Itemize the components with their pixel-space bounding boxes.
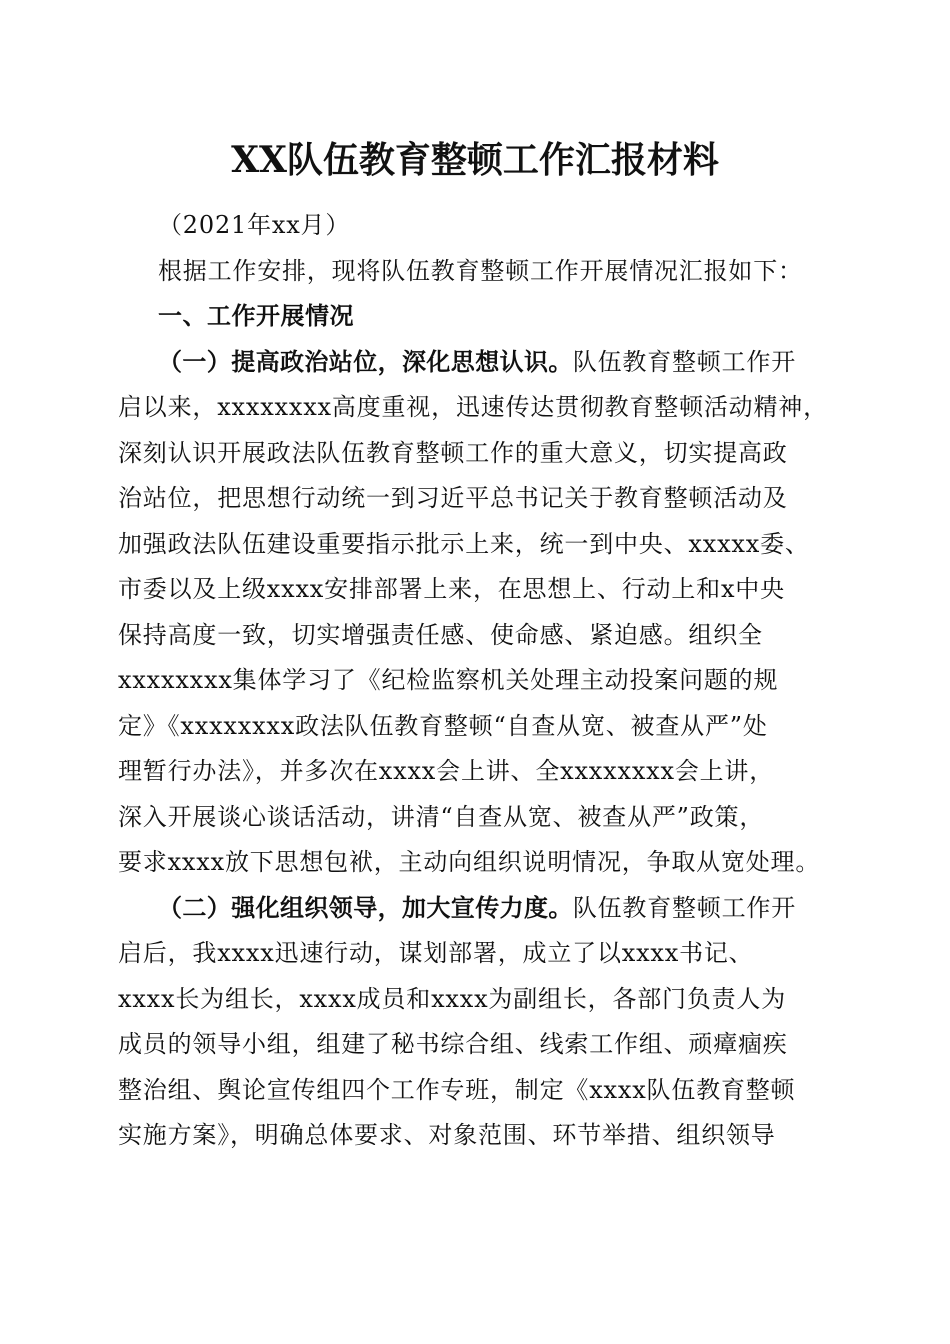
- document-date: （2021年xx月）: [158, 211, 351, 239]
- para1-line-1: 启以来，xxxxxxxx高度重视，迅速传达贯彻教育整顿活动精神，: [118, 393, 828, 421]
- para2-line-3: 成员的领导小组，组建了秘书综合组、线索工作组、顽瘴痼疾: [118, 1030, 788, 1058]
- para1-line-11: 要求xxxx放下思想包袱，主动向组织说明情况，争取从宽处理。: [118, 848, 821, 876]
- document-title: XX队伍教育整顿工作汇报材料: [231, 139, 719, 181]
- para1-line-9: 理暂行办法》，并多次在xxxx会上讲、全xxxxxxxx会上讲，: [118, 757, 775, 785]
- section-heading-1: 一、工作开展情况: [158, 302, 354, 330]
- document-body: [118, 203, 830, 1159]
- para2-line-2: xxxx长为组长，xxxx成员和xxxx为副组长，各部门负责人为: [118, 984, 787, 1013]
- para2-first-text: 队伍教育整顿工作开: [572, 893, 797, 922]
- para2-lead: （二）强化组织领导，加大宣传力度。: [158, 893, 573, 922]
- para2-line-5: 实施方案》，明确总体要求、对象范围、环节举措、组织领导: [118, 1121, 776, 1149]
- para1-line-10: 深入开展谈心谈话活动，讲清“自查从宽、被查从严”政策，: [118, 802, 765, 831]
- para1-line-7: xxxxxxxx集体学习了《纪检监察机关处理主动投案问题的规: [118, 666, 779, 694]
- para1-line-4: 加强政法队伍建设重要指示批示上来，统一到中央、xxxxx委、: [118, 529, 810, 558]
- para1-line-3: 治站位，把思想行动统一到习近平总书记关于教育整顿活动及: [118, 484, 788, 512]
- para1-first-text: 队伍教育整顿工作开: [572, 347, 797, 376]
- intro-paragraph: 根据工作安排，现将队伍教育整顿工作开展情况汇报如下：: [158, 256, 803, 285]
- para2-line-1: 启后，我xxxx迅速行动，谋划部署，成立了以xxxx书记、: [118, 939, 754, 967]
- para1-line-8: 定》《xxxxxxxx政法队伍教育整顿“自查从宽、被查从严”处: [118, 711, 768, 740]
- para2-line-0: [118, 886, 830, 932]
- para1-lead: （一）提高政治站位，深化思想认识。: [158, 347, 573, 376]
- para1-line-6: 保持高度一致，切实增强责任感、使命感、紧迫感。组织全: [118, 620, 763, 649]
- para1-line-2: 深刻认识开展政法队伍教育整顿工作的重大意义，切实提高政: [118, 438, 788, 467]
- para1-line-5: 市委以及上级xxxx安排部署上来，在思想上、行动上和x中央: [118, 575, 785, 603]
- para1-line-0: [118, 340, 830, 386]
- para2-line-4: 整治组、舆论宣传组四个工作专班，制定《xxxx队伍教育整顿: [118, 1075, 796, 1104]
